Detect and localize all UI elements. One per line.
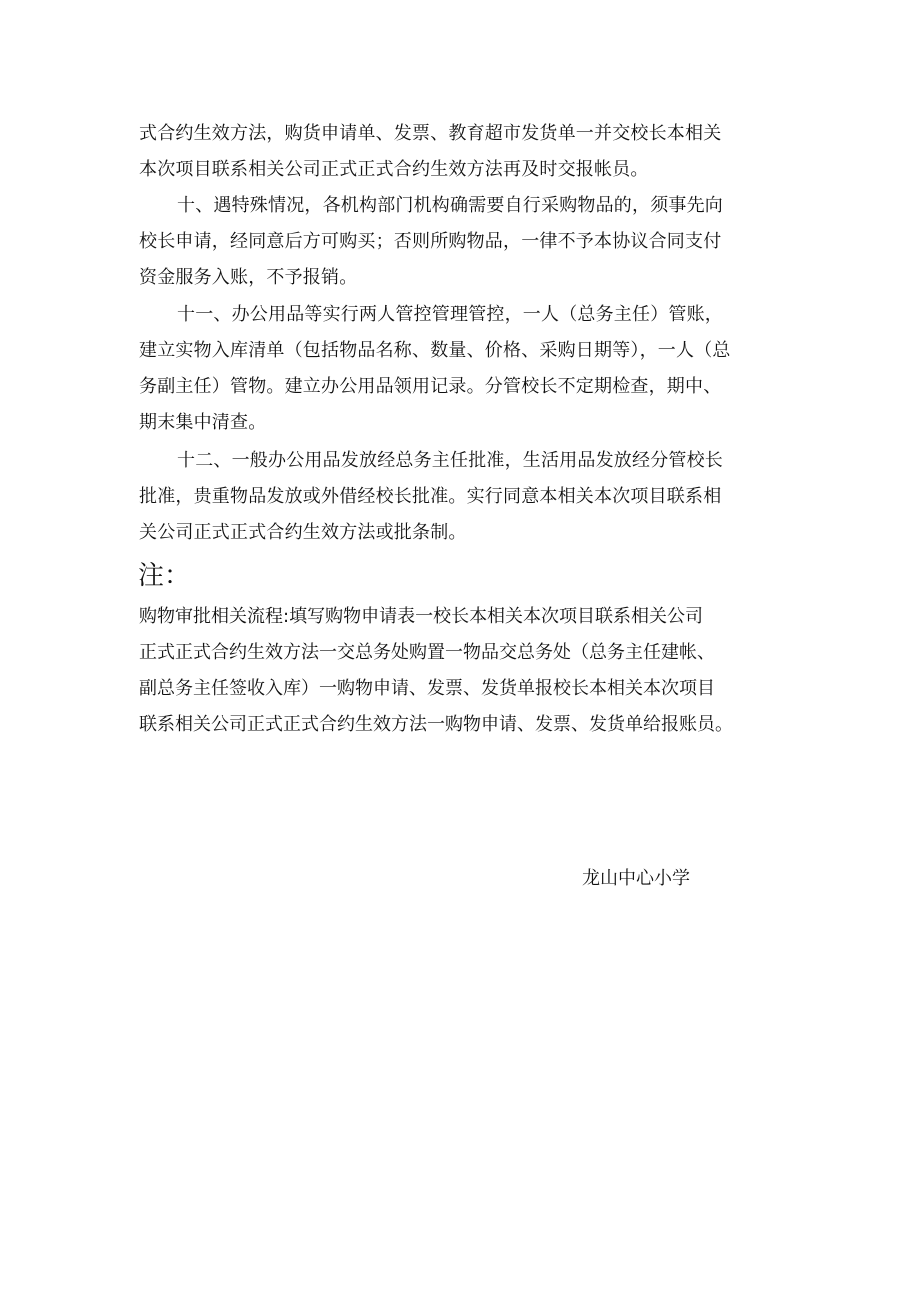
note-heading: 注：	[138, 561, 191, 591]
note-paragraph	[139, 599, 839, 743]
text-line: 正式正式合约生效方法一交总务处购置一物品交总务处（总务主任建帐、	[139, 642, 715, 663]
text-line: 本次项目联系相关公司正式正式合约生效方法再及时交报帐员。	[139, 159, 649, 180]
text-line: 副总务主任签收入库）一购物申请、发票、发货单报校长本相关本次项目	[139, 678, 715, 699]
text-line: 关公司正式正式合约生效方法或批条制。	[139, 522, 467, 543]
paragraph-item-ten	[139, 188, 819, 296]
school-signature: 龙山中心小学	[582, 868, 690, 889]
text-line: 购物审批相关流程:填写购物申请表一校长本相关本次项目联系相关公司	[139, 606, 704, 627]
text-line: 校长申请，经同意后方可购买；否则所购物品，一律不予本协议合同支付	[139, 231, 722, 252]
text-line: 十一、办公用品等实行两人管控管理管控，一人（总务主任）管账，	[177, 304, 723, 325]
text-line: 批准，贵重物品发放或外借经校长批准。实行同意本相关本次项目联系相	[139, 486, 722, 507]
text-line: 建立实物入库清单（包括物品名称、数量、价格、采购日期等），一人（总	[139, 340, 731, 361]
paragraph-continuation	[139, 116, 819, 188]
text-line: 十、遇特殊情况，各机构部门机构确需要自行采购物品的，须事先向	[177, 195, 723, 216]
text-line: 务副主任）管物。建立办公用品领用记录。分管校长不定期检查，期中、	[139, 376, 722, 397]
text-line: 期末集中清查。	[139, 412, 267, 433]
text-line: 式合约生效方法，购货申请单、发票、教育超市发货单一并交校长本相关	[139, 123, 722, 144]
text-line: 联系相关公司正式正式合约生效方法一购物申请、发票、发货单给报账员。	[139, 714, 733, 735]
paragraph-item-twelve	[139, 443, 819, 551]
text-line: 十二、一般办公用品发放经总务主任批准，生活用品发放经分管校长	[177, 450, 723, 471]
paragraph-item-eleven	[139, 297, 819, 441]
text-line: 资金服务入账，不予报销。	[139, 267, 358, 288]
